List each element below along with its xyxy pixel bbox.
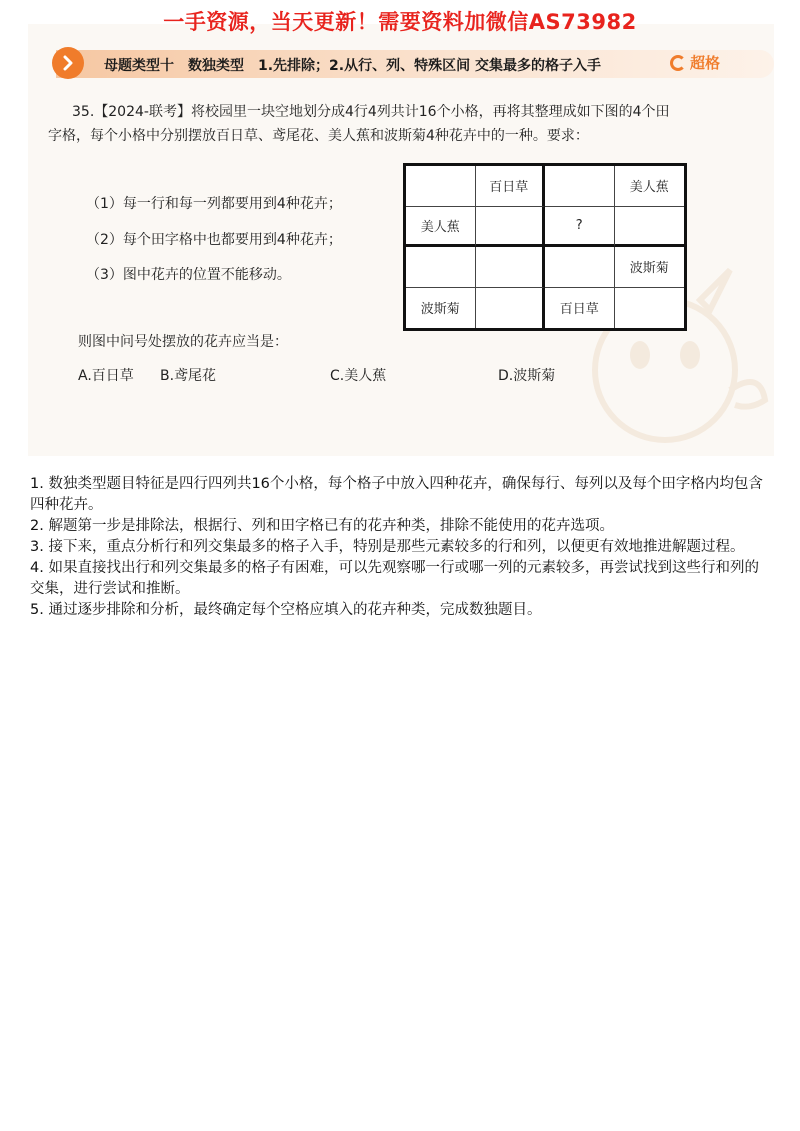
grid-cell: 美人蕉 xyxy=(615,166,685,207)
watermark-text: 一手资源，当天更新！需要资料加微信AS73982 xyxy=(163,10,637,34)
logo-text: 超格 xyxy=(690,54,721,72)
grid-cell xyxy=(406,166,476,207)
question-line-2: 字格，每个小格中分别摆放百日草、鸢尾花、美人蕉和波斯菊4种花卉中的一种。要求： xyxy=(48,128,589,144)
chevron-right-icon xyxy=(60,55,76,71)
grid-cell xyxy=(615,207,685,248)
question-text xyxy=(48,100,758,148)
grid-cell xyxy=(476,247,546,288)
note-item: 2. 解题第一步是排除法，根据行、列和田字格已有的花卉种类，排除不能使用的花卉选项。 xyxy=(30,518,614,534)
note-item: 3. 接下来，重点分析行和列交集最多的格子入手，特别是那些元素较多的行和列，以便更有效地推进解题过程。 xyxy=(30,539,745,555)
option-b: B.鸢尾花 xyxy=(160,368,217,384)
question-prompt: 则图中问号处摆放的花卉应当是： xyxy=(78,334,288,350)
header-arrow-badge xyxy=(52,47,84,79)
grid-cell: 百日草 xyxy=(476,166,546,207)
note-item: 5. 通过逐步排除和分析，最终确定每个空格应填入的花卉种类，完成数独题目。 xyxy=(30,602,542,618)
note-item: 1. 数独类型题目特征是四行四列共16个小格，每个格子中放入四种花卉，确保每行、每列以及每个田字格内均包含四种花卉。 xyxy=(30,476,763,513)
question-line-1: 35.【2024-联考】将校园里一块空地划分成4行4列共计16个小格，再将其整理成如下图的4个田 xyxy=(72,104,670,120)
brand-logo xyxy=(670,52,720,73)
grid-cell xyxy=(476,288,546,329)
requirement-2: （2）每个田字格中也都要用到4种花卉； xyxy=(86,232,342,248)
requirement-1: （1）每一行和每一列都要用到4种花卉； xyxy=(86,196,342,212)
grid-cell: 波斯菊 xyxy=(615,247,685,288)
grid-cell: 美人蕉 xyxy=(406,207,476,248)
note-item: 4. 如果直接找出行和列交集最多的格子有困难，可以先观察哪一行或哪一列的元素较多，再尝试找到这些行和列的交集，进行尝试和推断。 xyxy=(30,560,759,597)
grid-cell xyxy=(545,166,615,207)
section-title: 母题类型十 数独类型 1.先排除；2.从行、列、特殊区间 交集最多的格子入手 xyxy=(104,58,601,74)
solution-notes xyxy=(30,474,770,621)
grid-cell-question-mark: ? xyxy=(545,207,615,248)
grid-cell xyxy=(406,247,476,288)
grid-cell xyxy=(545,247,615,288)
option-c: C.美人蕉 xyxy=(330,368,387,384)
grid-cell xyxy=(615,288,685,329)
logo-mark-icon xyxy=(670,55,686,71)
option-a: A.百日草 xyxy=(78,368,134,384)
sudoku-grid xyxy=(403,163,687,331)
grid-cell: 波斯菊 xyxy=(406,288,476,329)
grid-cell xyxy=(476,207,546,248)
requirement-3: （3）图中花卉的位置不能移动。 xyxy=(86,267,291,283)
option-d: D.波斯菊 xyxy=(498,368,556,384)
grid-cell: 百日草 xyxy=(545,288,615,329)
